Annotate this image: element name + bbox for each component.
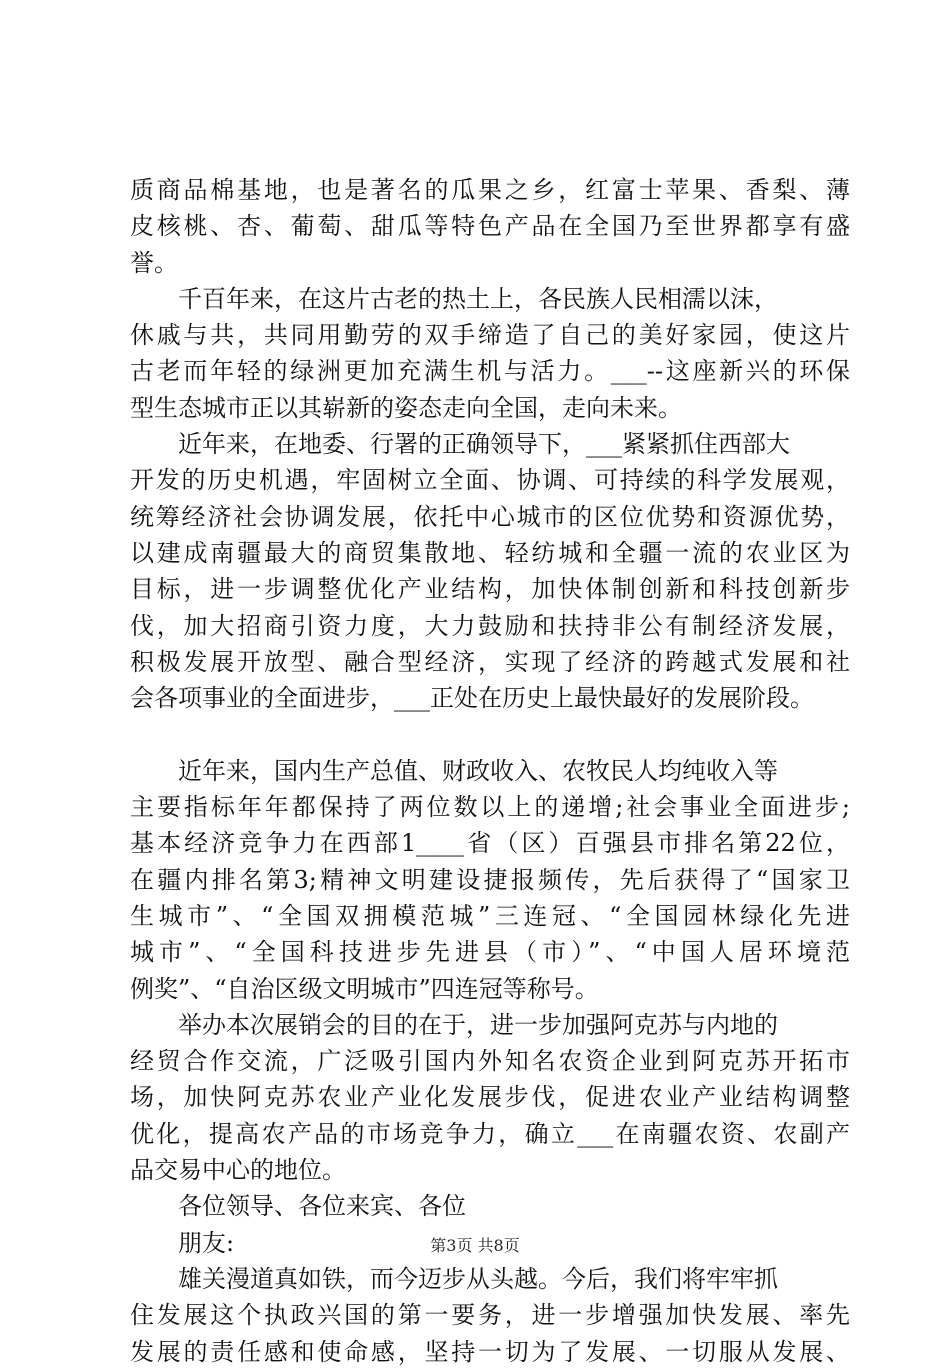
text-line: 休戚与共，共同用勤劳的双手缔造了自己的美好家园，使这片 <box>130 321 850 350</box>
text-line: 统筹经济社会协调发展，依托中心城市的区位优势和资源优势， <box>130 502 850 531</box>
paragraph-start-line: 雄关漫道真如铁，而今迈步从头越。今后，我们将牢牢抓 <box>178 1264 778 1293</box>
text-line: 开发的历史机遇，牢固树立全面、协调、可持续的科学发展观， <box>130 466 850 495</box>
text-line: 优化，提高农产品的市场竞争力，确立___在南疆农资、农副产 <box>130 1119 850 1148</box>
text-line: 例奖”、“自治区级文明城市”四连冠等称号。 <box>130 974 599 1003</box>
text-line: 品交易中心的地位。 <box>130 1156 346 1185</box>
text-line: 质商品棉基地，也是著名的瓜果之乡，红富士苹果、香梨、薄 <box>130 176 850 204</box>
text-line: 誉。 <box>130 248 178 277</box>
text-line: 伐，加大招商引资力度，大力鼓励和扶持非公有制经济发展， <box>130 611 850 640</box>
salutation-line: 各位领导、各位来宾、各位 <box>178 1192 466 1221</box>
page-footer: 第3页 共8页 <box>430 1236 520 1255</box>
body-text <box>130 172 850 1370</box>
text-line: 积极发展开放型、融合型经济，实现了经济的跨越式发展和社 <box>130 647 850 676</box>
text-line: 皮核桃、杏、葡萄、甜瓜等特色产品在全国乃至世界都享有盛 <box>130 212 850 241</box>
paragraph-start-line: 近年来，在地委、行署的正确领导下，___紧紧抓住西部大 <box>178 430 790 459</box>
text-line: 基本经济竞争力在西部1____省（区）百强县市排名第22位， <box>130 829 850 858</box>
paragraph-start-line: 举办本次展销会的目的在于，进一步加强阿克苏与内地的 <box>178 1010 778 1039</box>
text-line: 主要指标年年都保持了两位数以上的递增;社会事业全面进步; <box>130 793 850 822</box>
salutation-line: 朋友: <box>178 1228 235 1257</box>
paragraph-start-line: 千百年来，在这片古老的热土上，各民族人民相濡以沫， <box>178 284 778 313</box>
text-line: 目标，进一步调整优化产业结构，加快体制创新和科技创新步 <box>130 575 850 604</box>
text-line: 会各项事业的全面进步，___正处在历史上最快最好的发展阶段。 <box>130 684 814 713</box>
text-line: 发展的责任感和使命感，坚持一切为了发展、一切服从发展、 <box>130 1337 850 1366</box>
text-line: 在疆内排名第3;精神文明建设捷报频传，先后获得了“国家卫 <box>130 865 850 894</box>
text-line: 场，加快阿克苏农业产业化发展步伐，促进农业产业结构调整 <box>130 1083 850 1112</box>
text-line: 生城市”、“全国双拥模范城”三连冠、“全国园林绿化先进 <box>130 901 850 930</box>
text-line: 城市”、“全国科技进步先进县（市）”、“中国人居环境范 <box>130 938 850 967</box>
text-line: 古老而年轻的绿洲更加充满生机与活力。___--这座新兴的环保 <box>130 357 850 386</box>
text-line: 型生态城市正以其崭新的姿态走向全国，走向未来。 <box>130 393 682 422</box>
text-line: 住发展这个执政兴国的第一要务，进一步增强加快发展、率先 <box>130 1301 850 1330</box>
paragraph-start-line: 近年来，国内生产总值、财政收入、农牧民人均纯收入等 <box>178 756 778 785</box>
text-line: 经贸合作交流，广泛吸引国内外知名农资企业到阿克苏开拓市 <box>130 1047 850 1076</box>
paragraph-gap <box>130 716 850 752</box>
text-line: 以建成南疆最大的商贸集散地、轻纺城和全疆一流的农业区为 <box>130 538 850 567</box>
